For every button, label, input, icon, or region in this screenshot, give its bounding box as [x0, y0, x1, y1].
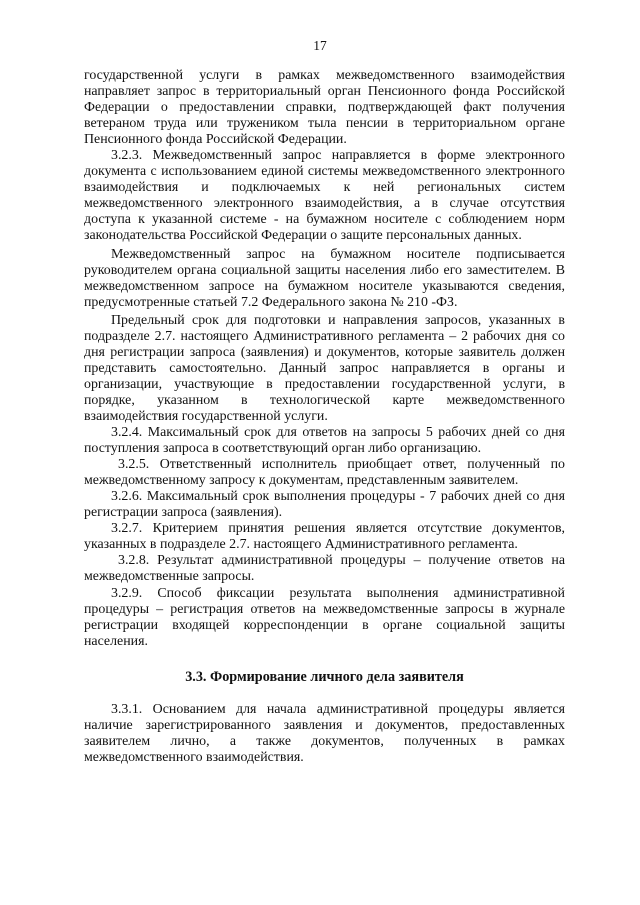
paragraph-3-2-8: 3.2.8. Результат административной процедуры – получение ответов на межведомственные запросы.: [84, 553, 565, 585]
paragraph-3-2-7: 3.2.7. Критерием принятия решения является отсутствие документов, указанных в подразделе 2.7. настоящего Административного регламента.: [84, 521, 565, 553]
paragraph-3-2-5: 3.2.5. Ответственный исполнитель приобщает ответ, полученный по межведомственному запросу к документам, представленным заявителем.: [84, 457, 565, 489]
section-heading: 3.3. Формирование личного дела заявителя: [185, 668, 464, 685]
paragraph-continuation: государственной услуги в рамках межведомственного взаимодействия направляет запрос в территориальный орган Пенсионного фонда Российской Федерации о предоставлении справки, подтверждающей факт получения ветераном труда или тружеником тыла пенсии в территориальном органе Пенсионного фонда Российской Федерации.: [84, 68, 565, 148]
paragraph-paper-request: Межведомственный запрос на бумажном носителе подписывается руководителем органа социальной защиты населения либо его заместителем. В межведомственном запросе на бумажном носителе указываются сведения, предусмотренные статьей 7.2 Федерального закона № 210 -ФЗ.: [84, 246, 565, 310]
paragraph-3-2-3: 3.2.3. Межведомственный запрос направляется в форме электронного документа с использованием единой системы межведомственного электронного взаимодействия и подключаемых к ней региональных систем межведомственного электронного взаимодействия, а в случае отсутствия доступа к указанной системе - на бумажном носителе с соблюдением норм законодательства Российской Федерации о защите персональных данных.: [84, 148, 565, 244]
page-number: 17: [313, 38, 327, 53]
paragraph-deadline: Предельный срок для подготовки и направления запросов, указанных в подразделе 2.7. настоящего Административного регламента – 2 рабочих дня со дня регистрации запроса (заявления) и документов, которые заявитель должен представить самостоятельно. Данный запрос направляется в органы и организации, участвующие в предоставлении государственной услуги, в порядке, указанном в технологической карте межведомственного взаимодействия государственной услуги.: [84, 312, 565, 424]
paragraph-3-2-9: 3.2.9. Способ фиксации результата выполнения административной процедуры – регистрация ответов на межведомственные запросы в журнале регистрации входящей корреспонденции в органе социальной защиты населения.: [84, 585, 565, 649]
paragraph-3-2-4: 3.2.4. Максимальный срок для ответов на запросы 5 рабочих дней со дня поступления запроса в соответствующий орган либо организацию.: [84, 425, 565, 457]
paragraph-3-3-1: 3.3.1. Основанием для начала административной процедуры является наличие зарегистрированного заявления и документов, предоставленных заявителем лично, а также документов, полученных в рамках межведомственного взаимодействия.: [84, 701, 565, 765]
paragraph-3-2-6: 3.2.6. Максимальный срок выполнения процедуры - 7 рабочих дней со дня регистрации запроса (заявления).: [84, 489, 565, 521]
document-body: [84, 68, 565, 766]
